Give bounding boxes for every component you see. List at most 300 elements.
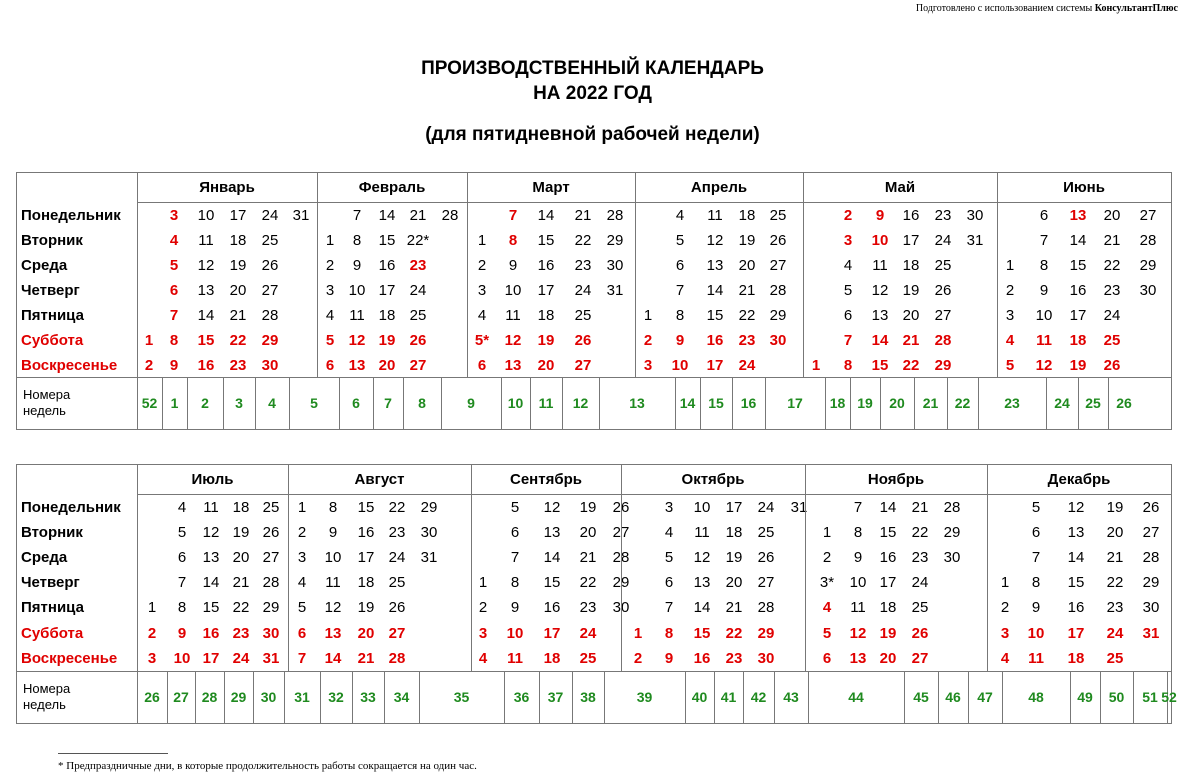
day-cell: 23 — [409, 257, 427, 274]
day-cell: 23 — [934, 207, 952, 224]
day-cell: 6 — [1031, 524, 1041, 542]
day-cell: 25 — [1103, 332, 1121, 349]
day-cell: 16 — [537, 257, 555, 274]
day-cell: 24 — [388, 549, 406, 567]
day-cell: 5 — [664, 549, 674, 567]
day-cell: 21 — [574, 207, 592, 224]
day-cell: 30 — [262, 624, 280, 642]
day-cell: 7 — [853, 499, 863, 516]
day-cell: 16 — [202, 624, 220, 642]
day-cell: 29 — [262, 599, 280, 617]
day-cell: 29 — [934, 357, 952, 374]
day-cell: 4 — [675, 207, 685, 224]
week-number: 42 — [750, 689, 767, 705]
week-divider — [289, 377, 290, 429]
day-cell: 14 — [378, 207, 396, 224]
day-cell: 17 — [378, 282, 396, 299]
day-cell: 14 — [879, 499, 897, 516]
day-cell: 10 — [871, 232, 889, 249]
day-cell: 1 — [325, 232, 335, 249]
month-header: Январь — [199, 179, 255, 196]
day-cell: 1 — [822, 524, 832, 542]
day-cell: 27 — [757, 574, 775, 592]
day-cell: 25 — [769, 207, 787, 224]
day-cell: 21 — [232, 574, 250, 592]
day-cell: 18 — [725, 524, 743, 542]
week-number: 7 — [384, 395, 392, 411]
day-cell: 12 — [197, 257, 215, 274]
day-cell: 28 — [441, 207, 459, 224]
day-cell: 22 — [911, 524, 929, 542]
day-cell: 1 — [811, 357, 821, 374]
footnote-divider — [58, 753, 168, 754]
day-cell: 20 — [738, 257, 756, 274]
day-cell: 29 — [757, 624, 775, 642]
day-cell: 25 — [262, 499, 280, 516]
day-cell: 2 — [325, 257, 335, 274]
day-cell: 30 — [420, 524, 438, 542]
month-header: Декабрь — [1047, 471, 1111, 488]
day-cell: 26 — [757, 549, 775, 567]
page-subtitle: (для пятидневной рабочей недели) — [425, 124, 760, 145]
week-divider — [978, 377, 979, 429]
day-cell: 28 — [757, 599, 775, 617]
day-cell: 6 — [297, 624, 307, 642]
day-cell: 18 — [229, 232, 247, 249]
day-cell: 28 — [1139, 232, 1157, 249]
day-cell: 23 — [738, 332, 756, 349]
day-cell: 4 — [478, 649, 488, 667]
day-cell: 8 — [675, 307, 685, 324]
day-cell: 5 — [177, 524, 187, 542]
week-number: 3 — [235, 395, 243, 411]
day-cell: 12 — [1035, 357, 1053, 374]
day-cell: 26 — [574, 332, 592, 349]
day-cell: 22 — [725, 624, 743, 642]
day-cell: 1 — [477, 232, 487, 249]
day-cell: 16 — [378, 257, 396, 274]
day-cell: 23 — [1103, 282, 1121, 299]
day-cell: 17 — [357, 549, 375, 567]
day-cell: 15 — [537, 232, 555, 249]
week-number: 10 — [507, 395, 524, 411]
day-cell: 20 — [357, 624, 375, 642]
day-cell: 12 — [693, 549, 711, 567]
day-cell: 13 — [871, 307, 889, 324]
day-cell: 29 — [606, 232, 624, 249]
day-cell: 2 — [822, 549, 832, 567]
day-cell: 1 — [1000, 574, 1010, 592]
day-cell: 26 — [388, 599, 406, 617]
day-cell: 19 — [738, 232, 756, 249]
day-cell: 18 — [1067, 649, 1085, 667]
day-cell: 12 — [324, 599, 342, 617]
day-cell: 27 — [261, 282, 279, 299]
week-divider — [1002, 671, 1003, 723]
day-cell: 28 — [388, 649, 406, 667]
day-cell: 24 — [261, 207, 279, 224]
day-cell: 16 — [902, 207, 920, 224]
day-cell: 3 — [325, 282, 335, 299]
day-cell: 14 — [693, 599, 711, 617]
day-cell: 29 — [261, 332, 279, 349]
day-cell: 23 — [1106, 599, 1124, 617]
day-cell: 2 — [843, 207, 853, 224]
week-number: 21 — [922, 395, 939, 411]
day-cell: 26 — [1103, 357, 1121, 374]
day-cell: 17 — [229, 207, 247, 224]
day-cell: 25 — [409, 307, 427, 324]
day-cell: 19 — [1069, 357, 1087, 374]
day-name: Суббота — [21, 332, 84, 349]
day-cell: 4 — [325, 307, 335, 324]
day-cell: 12 — [348, 332, 366, 349]
day-cell: 10 — [1027, 624, 1045, 642]
day-cell: 3 — [147, 649, 157, 667]
day-cell: 5 — [1005, 357, 1015, 374]
day-cell: 30 — [1139, 282, 1157, 299]
day-cell: 8 — [169, 332, 179, 349]
week-number: 45 — [913, 689, 929, 705]
day-cell: 8 — [1039, 257, 1049, 274]
week-number: 30 — [260, 689, 277, 705]
day-cell: 9 — [510, 599, 520, 617]
week-divider — [599, 377, 600, 429]
day-cell: 7 — [508, 207, 518, 224]
day-cell: 10 — [506, 624, 524, 642]
day-cell: 9 — [328, 524, 338, 542]
day-cell: 17 — [1069, 307, 1087, 324]
day-cell: 6 — [1039, 207, 1049, 224]
day-cell: 18 — [537, 307, 555, 324]
day-cell: 6 — [477, 357, 487, 374]
day-cell: 27 — [911, 649, 929, 667]
day-cell: 29 — [612, 574, 630, 592]
day-cell: 7 — [843, 332, 853, 349]
day-cell: 28 — [1142, 549, 1160, 567]
week-number: 16 — [740, 395, 757, 411]
day-cell: 24 — [1103, 307, 1121, 324]
day-cell: 6 — [675, 257, 685, 274]
day-cell: 24 — [757, 499, 775, 516]
week-number: 31 — [294, 689, 310, 705]
week-number: 50 — [1108, 689, 1125, 705]
day-cell: 5 — [822, 624, 832, 642]
day-cell: 28 — [606, 207, 624, 224]
day-cell: 14 — [202, 574, 220, 592]
day-cell: 19 — [579, 499, 597, 516]
day-cell: 13 — [849, 649, 867, 667]
day-cell: 20 — [879, 649, 897, 667]
day-cell: 7 — [1031, 549, 1041, 567]
week-number: 2 — [201, 395, 209, 411]
day-cell: 8 — [328, 499, 338, 516]
day-cell: 8 — [352, 232, 362, 249]
week-numbers-label — [23, 387, 70, 419]
day-cell: 16 — [879, 549, 897, 567]
day-cell: 8 — [508, 232, 518, 249]
day-cell: 15 — [1067, 574, 1085, 592]
day-cell: 25 — [388, 574, 406, 592]
day-name: Понедельник — [21, 499, 121, 516]
day-name: Понедельник — [21, 207, 121, 224]
day-name: Воскресенье — [21, 649, 118, 667]
day-cell: 26 — [262, 524, 280, 542]
day-cell: 2 — [147, 624, 157, 642]
day-cell: 16 — [197, 357, 215, 374]
day-cell: 21 — [229, 307, 247, 324]
week-number: 49 — [1077, 689, 1093, 705]
day-name: Вторник — [21, 524, 83, 542]
month-header: Июль — [191, 471, 234, 488]
day-cell: 20 — [378, 357, 396, 374]
day-cell: 15 — [543, 574, 561, 592]
day-cell: 17 — [543, 624, 561, 642]
day-cell: 5 — [675, 232, 685, 249]
day-cell: 11 — [1028, 649, 1044, 667]
day-cell: 27 — [612, 524, 630, 542]
day-cell: 29 — [943, 524, 961, 542]
day-cell: 9 — [1039, 282, 1049, 299]
day-cell: 5 — [169, 257, 179, 274]
week-numbers-label-line: Номера — [23, 681, 71, 696]
day-cell: 1 — [147, 599, 157, 617]
day-cell: 4 — [843, 257, 853, 274]
day-cell: 20 — [1106, 524, 1124, 542]
day-cell: 6 — [822, 649, 832, 667]
day-cell: 21 — [357, 649, 375, 667]
day-cell: 7 — [510, 549, 520, 567]
day-cell: 29 — [420, 499, 438, 516]
week-number: 5 — [310, 395, 318, 411]
day-cell: 9 — [177, 624, 187, 642]
day-cell: 10 — [849, 574, 867, 592]
day-cell: 12 — [543, 499, 561, 516]
day-cell: 4 — [1005, 332, 1015, 349]
day-cell: 29 — [1139, 257, 1157, 274]
day-cell: 16 — [357, 524, 375, 542]
day-cell: 3 — [478, 624, 488, 642]
day-cell: 31 — [292, 207, 310, 224]
day-cell: 13 — [1067, 524, 1085, 542]
day-cell: 4 — [297, 574, 307, 592]
day-cell: 3 — [169, 207, 179, 224]
week-number: 28 — [201, 689, 218, 705]
day-cell: 21 — [738, 282, 756, 299]
day-cell: 26 — [1142, 499, 1160, 516]
week-number: 52 — [141, 395, 158, 411]
day-cell: 30 — [769, 332, 787, 349]
day-cell: 25 — [574, 307, 592, 324]
day-cell: 12 — [504, 332, 522, 349]
day-cell: 11 — [507, 649, 523, 667]
day-cell: 2 — [1000, 599, 1010, 617]
month-header: Май — [884, 179, 916, 196]
day-cell: 13 — [543, 524, 561, 542]
week-numbers-label — [23, 681, 70, 713]
day-cell: 26 — [261, 257, 279, 274]
day-cell: 17 — [1067, 624, 1085, 642]
day-cell: 30 — [757, 649, 775, 667]
week-number: 9 — [467, 395, 475, 411]
month-header: Июнь — [1063, 179, 1105, 196]
day-cell: 23 — [574, 257, 592, 274]
day-name: Четверг — [21, 282, 80, 299]
day-cell: 11 — [694, 524, 710, 542]
day-cell: 19 — [357, 599, 375, 617]
day-cell: 6 — [510, 524, 520, 542]
day-cell: 31 — [966, 232, 984, 249]
day-cell: 14 — [543, 549, 561, 567]
day-cell: 20 — [537, 357, 555, 374]
week-number: 37 — [547, 689, 564, 705]
day-cell: 12 — [1067, 499, 1085, 516]
day-cell: 30 — [261, 357, 279, 374]
day-cell: 23 — [229, 357, 247, 374]
day-cell: 11 — [850, 599, 866, 617]
week-number: 6 — [352, 395, 360, 411]
week-number: 13 — [629, 395, 645, 411]
day-cell: 15 — [871, 357, 889, 374]
day-cell: 27 — [1139, 207, 1157, 224]
week-number: 35 — [453, 689, 470, 705]
day-cell: 25 — [1106, 649, 1124, 667]
day-cell: 1 — [1005, 257, 1015, 274]
day-cell: 3 — [477, 282, 487, 299]
day-cell: 1 — [643, 307, 653, 324]
day-cell: 8 — [510, 574, 520, 592]
day-cell: 9 — [352, 257, 362, 274]
week-number: 15 — [708, 395, 724, 411]
day-cell: 11 — [203, 499, 219, 516]
week-divider — [604, 671, 605, 723]
day-cell: 18 — [738, 207, 756, 224]
day-cell: 26 — [911, 624, 929, 642]
day-cell: 30 — [606, 257, 624, 274]
day-cell: 30 — [966, 207, 984, 224]
week-number: 44 — [848, 689, 864, 705]
day-cell: 16 — [693, 649, 711, 667]
calendar-first-half — [16, 172, 1172, 430]
month-header: Март — [532, 179, 570, 196]
day-cell: 12 — [849, 624, 867, 642]
day-cell: 24 — [574, 282, 592, 299]
month-divider — [805, 465, 806, 671]
week-number: 22 — [954, 395, 971, 411]
day-cell: 4 — [1000, 649, 1010, 667]
month-header: Апрель — [690, 179, 748, 196]
day-cell: 22* — [406, 232, 430, 249]
day-cell: 22 — [574, 232, 592, 249]
day-cell: 4 — [177, 499, 187, 516]
week-number: 39 — [636, 689, 653, 705]
week-number: 23 — [1004, 395, 1020, 411]
day-cell: 20 — [229, 282, 247, 299]
day-cell: 10 — [324, 549, 342, 567]
day-cell: 31 — [790, 499, 808, 516]
day-name: Пятница — [21, 599, 84, 617]
day-cell: 20 — [725, 574, 743, 592]
day-cell: 5* — [474, 332, 490, 349]
day-cell: 9 — [664, 649, 674, 667]
day-cell: 15 — [357, 499, 375, 516]
day-cell: 28 — [769, 282, 787, 299]
week-number: 32 — [328, 689, 344, 705]
day-cell: 5 — [1031, 499, 1041, 516]
day-cell: 25 — [934, 257, 952, 274]
week-divider — [441, 377, 442, 429]
week-number: 29 — [230, 689, 247, 705]
day-cell: 14 — [197, 307, 215, 324]
day-name: Среда — [21, 257, 68, 274]
day-cell: 7 — [169, 307, 179, 324]
week-number: 41 — [720, 689, 737, 705]
day-cell: 22 — [388, 499, 406, 516]
day-cell: 12 — [706, 232, 724, 249]
day-cell: 17 — [202, 649, 220, 667]
week-number: 36 — [513, 689, 530, 705]
day-cell: 27 — [934, 307, 952, 324]
week-numbers-label-line: Номера — [23, 387, 71, 402]
day-cell: 18 — [357, 574, 375, 592]
day-cell: 12 — [202, 524, 220, 542]
day-cell: 2 — [144, 357, 154, 374]
source-note-prefix: Подготовлено с использованием системы — [915, 3, 1093, 14]
day-cell: 17 — [902, 232, 920, 249]
day-cell: 26 — [612, 499, 630, 516]
day-cell: 3 — [297, 549, 307, 567]
day-cell: 19 — [232, 524, 250, 542]
day-cell: 23 — [579, 599, 597, 617]
day-cell: 30 — [612, 599, 630, 617]
day-cell: 19 — [879, 624, 897, 642]
page-title-year: НА 2022 ГОД — [533, 83, 652, 104]
calendar-second-half — [16, 464, 1177, 724]
day-cell: 22 — [902, 357, 920, 374]
day-cell: 10 — [1035, 307, 1053, 324]
day-cell: 21 — [725, 599, 743, 617]
day-cell: 14 — [706, 282, 724, 299]
day-cell: 12 — [871, 282, 889, 299]
day-cell: 13 — [504, 357, 522, 374]
weeks-divider — [17, 671, 1171, 672]
day-cell: 3 — [1005, 307, 1015, 324]
source-note — [916, 3, 1178, 14]
day-cell: 24 — [911, 574, 929, 592]
day-cell: 4 — [169, 232, 179, 249]
day-cell: 19 — [537, 332, 555, 349]
day-cell: 19 — [725, 549, 743, 567]
day-cell: 1 — [478, 574, 488, 592]
week-number: 25 — [1085, 395, 1101, 411]
day-cell: 24 — [409, 282, 427, 299]
day-cell: 17 — [537, 282, 555, 299]
day-cell: 11 — [505, 307, 521, 324]
source-brand: КонсультантПлюс — [1094, 3, 1178, 14]
day-cell: 19 — [1106, 499, 1124, 516]
month-divider — [803, 173, 804, 377]
day-cell: 29 — [1142, 574, 1160, 592]
day-cell: 5 — [843, 282, 853, 299]
day-cell: 13 — [202, 549, 220, 567]
day-cell: 3 — [843, 232, 853, 249]
day-cell: 8 — [177, 599, 187, 617]
day-cell: 13 — [1069, 207, 1087, 224]
day-cell: 3* — [819, 574, 835, 592]
day-cell: 20 — [1103, 207, 1121, 224]
day-cell: 6 — [169, 282, 179, 299]
month-header: Август — [354, 471, 405, 488]
